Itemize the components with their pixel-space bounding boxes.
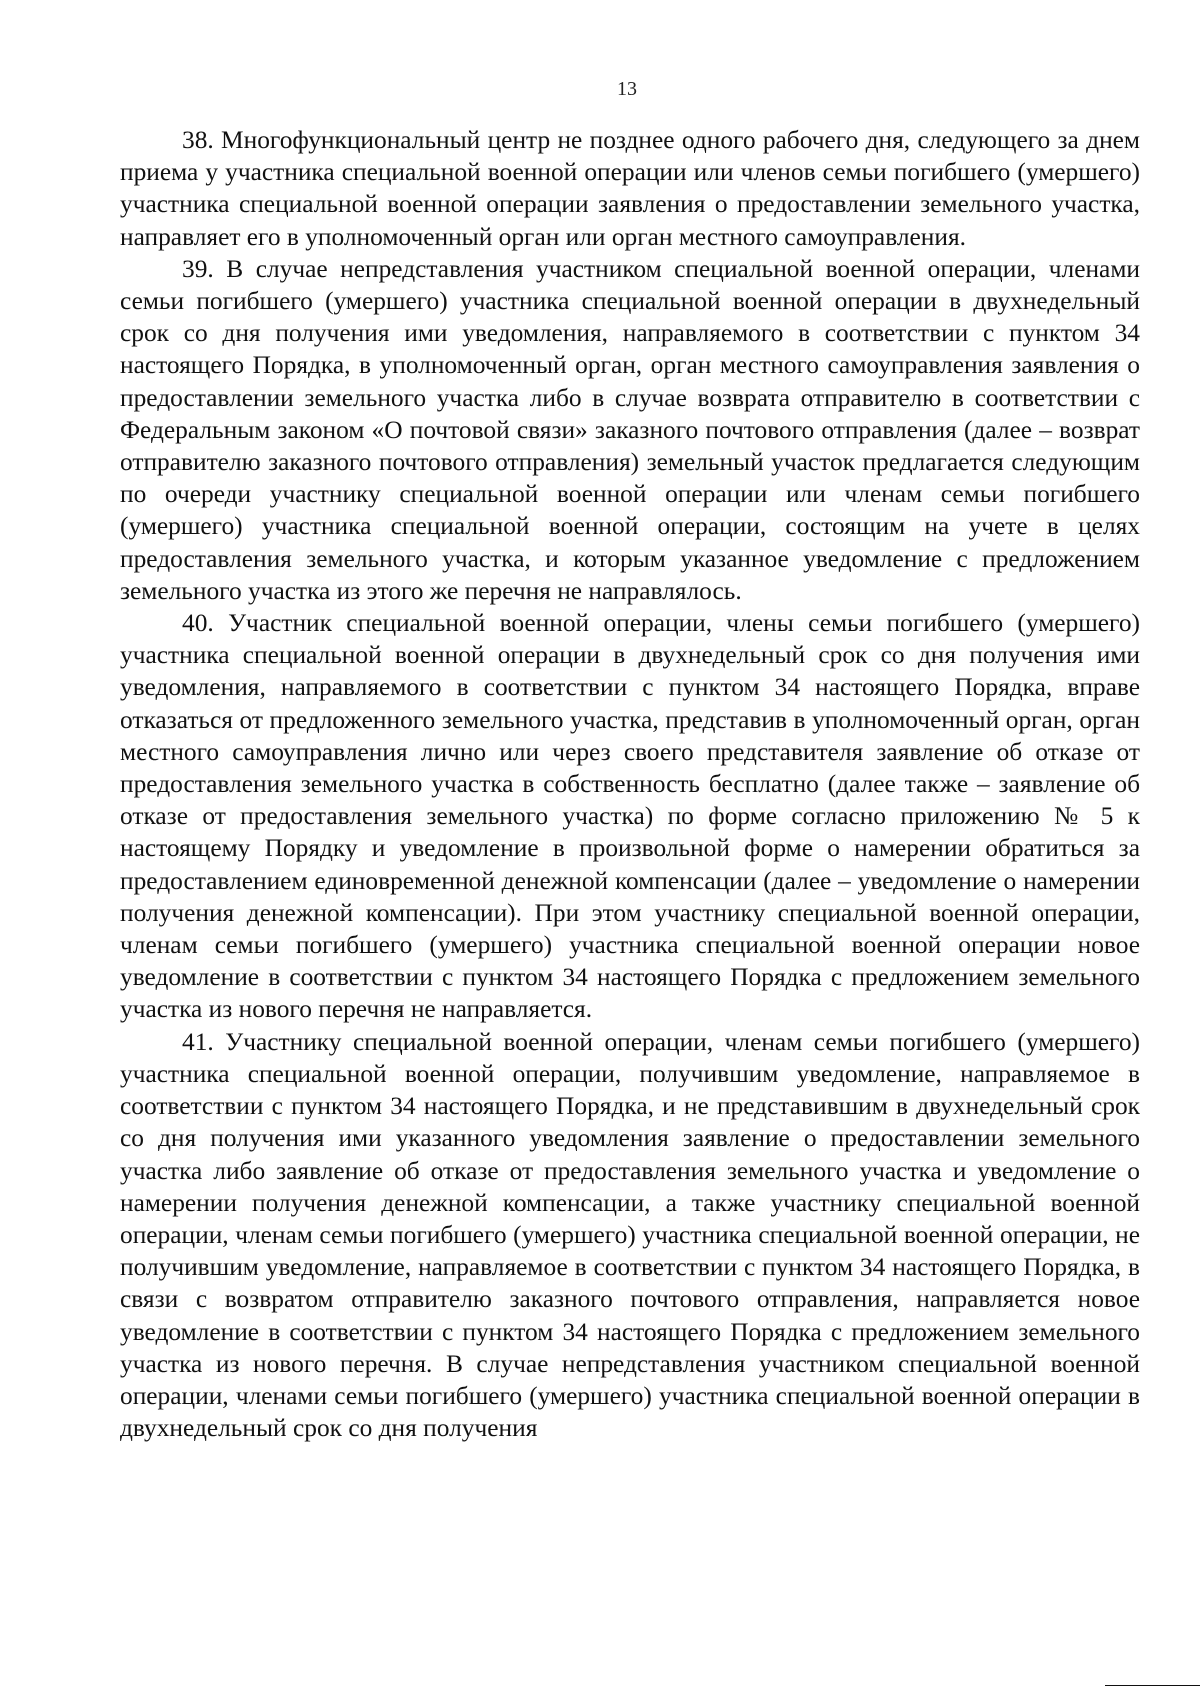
paragraph-40: 40. Участник специальной военной операции, члены семьи погибшего (умершего) участника специальной военной операции в двухнедельный срок со дня получения ими уведомления, направляемого в соответствии с пунктом 34 настоящего Порядка, вправе отказаться от предложенного земельного участка, представив в уполномоченный орган, орган местного самоуправления лично или через своего представителя заявление об отказе от предоставления земельного участка в собственность бесплатно (далее также – заявление об отказе от предоставления земельного участка) по форме согласно приложению № 5 к настоящему Порядку и уведомление в произвольной форме о намерении обратиться за предоставлением единовременной денежной компенсации (далее – уведомление о намерении получения денежной компенсации). При этом участнику специальной военной операции, членам семьи погибшего (умершего) участника специальной военной операции новое уведомление в соответствии с пунктом 34 настоящего Порядка с предложением земельного участка из нового перечня не направляется. — [120, 609, 1140, 1024]
document-body — [120, 124, 1140, 1444]
page-number: 13 — [617, 78, 637, 100]
scan-edge-mark — [1105, 1685, 1200, 1686]
paragraph-41: 41. Участнику специальной военной операции, членам семьи погибшего (умершего) участника специальной военной операции, получившим уведомление, направляемое в соответствии с пунктом 34 настоящего Порядка, и не представившим в двухнедельный срок со дня получения ими указанного уведомления заявление о предоставлении земельного участка либо заявление об отказе от предоставления земельного участка и уведомление о намерении получения денежной компенсации, а также участнику специальной военной операции, членам семьи погибшего (умершего) участника специальной военной операции, не получившим уведомление, направляемое в соответствии с пунктом 34 настоящего Порядка, в связи с возвратом отправителю заказного почтового отправления, направляется новое уведомление в соответствии с пунктом 34 настоящего Порядка с предложением земельного участка из нового перечня. В случае непредставления участником специальной военной операции, членами семьи погибшего (умершего) участника специальной военной операции в двухнедельный срок со дня получения — [120, 1027, 1140, 1443]
paragraph-39: 39. В случае непредставления участником специальной военной операции, членами семьи погибшего (умершего) участника специальной военной операции в двухнедельный срок со дня получения ими уведомления, направляемого в соответствии с пунктом 34 настоящего Порядка, в уполномоченный орган, орган местного самоуправления заявления о предоставлении земельного участка либо в случае возврата отправителю в соответствии с Федеральным законом «О почтовой связи» заказного почтового отправления (далее – возврат отправителю заказного почтового отправления) земельный участок предлагается следующим по очереди участнику специальной военной операции или членам семьи погибшего (умершего) участника специальной военной операции, состоящим на учете в целях предоставления земельного участка, и которым указанное уведомление с предложением земельного участка из этого же перечня не направлялось. — [120, 254, 1140, 605]
paragraph-38: 38. Многофункциональный центр не позднее одного рабочего дня, следующего за днем приема у участника специальной военной операции или членов семьи погибшего (умершего) участника специальной военной операции заявления о предоставлении земельного участка, направляет его в уполномоченный орган или орган местного самоуправления. — [120, 126, 1140, 251]
